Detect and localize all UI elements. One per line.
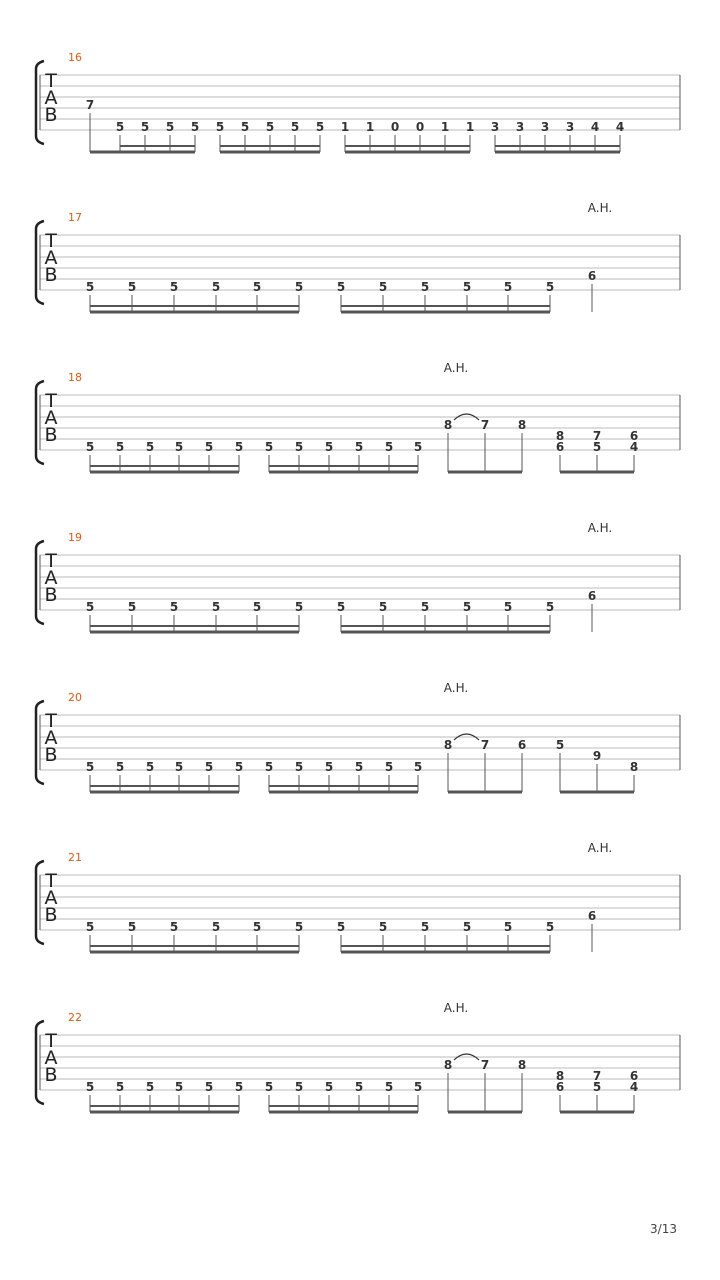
fret-number: 5 xyxy=(592,1080,602,1094)
fret-number: 5 xyxy=(290,120,300,134)
fret-number: 5 xyxy=(85,920,95,934)
fret-number: 5 xyxy=(204,760,214,774)
fret-number: 5 xyxy=(264,440,274,454)
tab-clef-letter: B xyxy=(44,744,58,766)
fret-number: 5 xyxy=(252,920,262,934)
fret-number: 5 xyxy=(115,440,125,454)
fret-number: 5 xyxy=(294,600,304,614)
fret-number: 3 xyxy=(490,120,500,134)
fret-number: 6 xyxy=(629,1069,639,1083)
fret-number: 7 xyxy=(85,98,95,112)
fret-number: 5 xyxy=(264,760,274,774)
fret-number: 5 xyxy=(85,600,95,614)
tab-clef-letter: A xyxy=(44,407,58,429)
fret-number: 5 xyxy=(420,280,430,294)
fret-number: 7 xyxy=(480,1058,490,1072)
fret-number: 8 xyxy=(555,429,565,443)
fret-number: 1 xyxy=(440,120,450,134)
fret-number: 5 xyxy=(174,760,184,774)
fret-number: 5 xyxy=(545,280,555,294)
fret-number: 5 xyxy=(384,440,394,454)
fret-number: 5 xyxy=(264,1080,274,1094)
fret-number: 5 xyxy=(354,1080,364,1094)
fret-number: 6 xyxy=(555,440,565,454)
tab-clef-letter: B xyxy=(44,904,58,926)
tab-clef-letter: T xyxy=(45,70,57,92)
fret-number: 5 xyxy=(115,760,125,774)
tab-clef-letter: A xyxy=(44,727,58,749)
fret-number: 5 xyxy=(384,760,394,774)
fret-number: 5 xyxy=(204,1080,214,1094)
fret-number: 5 xyxy=(336,600,346,614)
fret-number: 5 xyxy=(85,760,95,774)
fret-number: 5 xyxy=(145,760,155,774)
fret-number: 8 xyxy=(629,760,639,774)
fret-number: 7 xyxy=(592,429,602,443)
fret-number: 9 xyxy=(592,749,602,763)
fret-number: 6 xyxy=(587,589,597,603)
fret-number: 5 xyxy=(234,760,244,774)
fret-number: 5 xyxy=(140,120,150,134)
fret-number: 8 xyxy=(443,1058,453,1072)
fret-number: 5 xyxy=(127,280,137,294)
fret-number: 5 xyxy=(215,120,225,134)
fret-number: 5 xyxy=(420,600,430,614)
tab-clef-letter: T xyxy=(45,710,57,732)
fret-number: 6 xyxy=(555,1080,565,1094)
fret-number: 5 xyxy=(252,280,262,294)
fret-number: 4 xyxy=(629,1080,639,1094)
fret-number: 5 xyxy=(294,440,304,454)
tab-clef-letter: B xyxy=(44,264,58,286)
measure-number: 21 xyxy=(68,851,82,864)
fret-number: 5 xyxy=(324,760,334,774)
fret-number: 5 xyxy=(190,120,200,134)
fret-number: 5 xyxy=(294,1080,304,1094)
harmonic-annotation: A.H. xyxy=(443,361,469,375)
fret-number: 5 xyxy=(378,920,388,934)
fret-number: 5 xyxy=(145,1080,155,1094)
fret-number: 4 xyxy=(590,120,600,134)
fret-number: 3 xyxy=(540,120,550,134)
fret-number: 6 xyxy=(587,909,597,923)
measure-number: 22 xyxy=(68,1011,82,1024)
fret-number: 5 xyxy=(413,1080,423,1094)
tab-clef-letter: B xyxy=(44,1064,58,1086)
fret-number: 3 xyxy=(515,120,525,134)
fret-number: 5 xyxy=(115,120,125,134)
fret-number: 5 xyxy=(145,440,155,454)
fret-number: 5 xyxy=(378,280,388,294)
tab-clef-letter: A xyxy=(44,567,58,589)
fret-number: 5 xyxy=(462,600,472,614)
fret-number: 8 xyxy=(443,738,453,752)
tab-clef-letter: T xyxy=(45,390,57,412)
fret-number: 6 xyxy=(517,738,527,752)
tab-clef-letter: A xyxy=(44,247,58,269)
fret-number: 8 xyxy=(555,1069,565,1083)
fret-number: 1 xyxy=(340,120,350,134)
harmonic-annotation: A.H. xyxy=(587,521,613,535)
fret-number: 4 xyxy=(629,440,639,454)
harmonic-annotation: A.H. xyxy=(443,1001,469,1015)
fret-number: 5 xyxy=(462,920,472,934)
fret-number: 1 xyxy=(365,120,375,134)
tab-clef-letter: A xyxy=(44,887,58,909)
fret-number: 5 xyxy=(384,1080,394,1094)
fret-number: 8 xyxy=(443,418,453,432)
fret-number: 5 xyxy=(462,280,472,294)
harmonic-annotation: A.H. xyxy=(587,841,613,855)
fret-number: 5 xyxy=(294,280,304,294)
fret-number: 4 xyxy=(615,120,625,134)
fret-number: 5 xyxy=(555,738,565,752)
measure-number: 20 xyxy=(68,691,82,704)
fret-number: 5 xyxy=(503,280,513,294)
tab-clef-letter: T xyxy=(45,870,57,892)
fret-number: 5 xyxy=(252,600,262,614)
fret-number: 5 xyxy=(169,920,179,934)
fret-number: 5 xyxy=(204,440,214,454)
fret-number: 5 xyxy=(85,280,95,294)
fret-number: 5 xyxy=(234,440,244,454)
fret-number: 5 xyxy=(592,440,602,454)
fret-number: 5 xyxy=(294,920,304,934)
fret-number: 0 xyxy=(390,120,400,134)
fret-number: 5 xyxy=(211,600,221,614)
fret-number: 5 xyxy=(503,600,513,614)
measure-number: 16 xyxy=(68,51,82,64)
fret-number: 8 xyxy=(517,1058,527,1072)
fret-number: 5 xyxy=(211,280,221,294)
tab-clef-letter: B xyxy=(44,584,58,606)
fret-number: 5 xyxy=(174,440,184,454)
fret-number: 5 xyxy=(169,600,179,614)
tab-clef-letter: A xyxy=(44,87,58,109)
fret-number: 3 xyxy=(565,120,575,134)
tab-clef-letter: T xyxy=(45,1030,57,1052)
fret-number: 6 xyxy=(587,269,597,283)
fret-number: 5 xyxy=(336,920,346,934)
fret-number: 5 xyxy=(336,280,346,294)
fret-number: 1 xyxy=(465,120,475,134)
page-number: 3/13 xyxy=(650,1222,677,1236)
fret-number: 5 xyxy=(420,920,430,934)
tab-clef-letter: T xyxy=(45,230,57,252)
fret-number: 5 xyxy=(413,440,423,454)
harmonic-annotation: A.H. xyxy=(587,201,613,215)
fret-number: 5 xyxy=(315,120,325,134)
tab-clef-letter: B xyxy=(44,424,58,446)
tab-clef-letter: T xyxy=(45,550,57,572)
fret-number: 5 xyxy=(240,120,250,134)
harmonic-annotation: A.H. xyxy=(443,681,469,695)
fret-number: 5 xyxy=(234,1080,244,1094)
tab-clef-letter: B xyxy=(44,104,58,126)
fret-number: 7 xyxy=(480,418,490,432)
fret-number: 5 xyxy=(413,760,423,774)
fret-number: 5 xyxy=(169,280,179,294)
fret-number: 5 xyxy=(354,440,364,454)
fret-number: 5 xyxy=(85,1080,95,1094)
fret-number: 5 xyxy=(85,440,95,454)
fret-number: 5 xyxy=(127,600,137,614)
measure-number: 18 xyxy=(68,371,82,384)
fret-number: 5 xyxy=(294,760,304,774)
fret-number: 7 xyxy=(592,1069,602,1083)
fret-number: 8 xyxy=(517,418,527,432)
measure-number: 17 xyxy=(68,211,82,224)
fret-number: 5 xyxy=(324,1080,334,1094)
fret-number: 5 xyxy=(324,440,334,454)
fret-number: 5 xyxy=(545,600,555,614)
fret-number: 5 xyxy=(378,600,388,614)
fret-number: 7 xyxy=(480,738,490,752)
fret-number: 5 xyxy=(265,120,275,134)
fret-number: 5 xyxy=(211,920,221,934)
measure-number: 19 xyxy=(68,531,82,544)
tab-clef-letter: A xyxy=(44,1047,58,1069)
fret-number: 5 xyxy=(354,760,364,774)
fret-number: 5 xyxy=(503,920,513,934)
fret-number: 6 xyxy=(629,429,639,443)
fret-number: 5 xyxy=(545,920,555,934)
fret-number: 5 xyxy=(174,1080,184,1094)
fret-number: 5 xyxy=(115,1080,125,1094)
fret-number: 5 xyxy=(127,920,137,934)
fret-number: 0 xyxy=(415,120,425,134)
fret-number: 5 xyxy=(165,120,175,134)
